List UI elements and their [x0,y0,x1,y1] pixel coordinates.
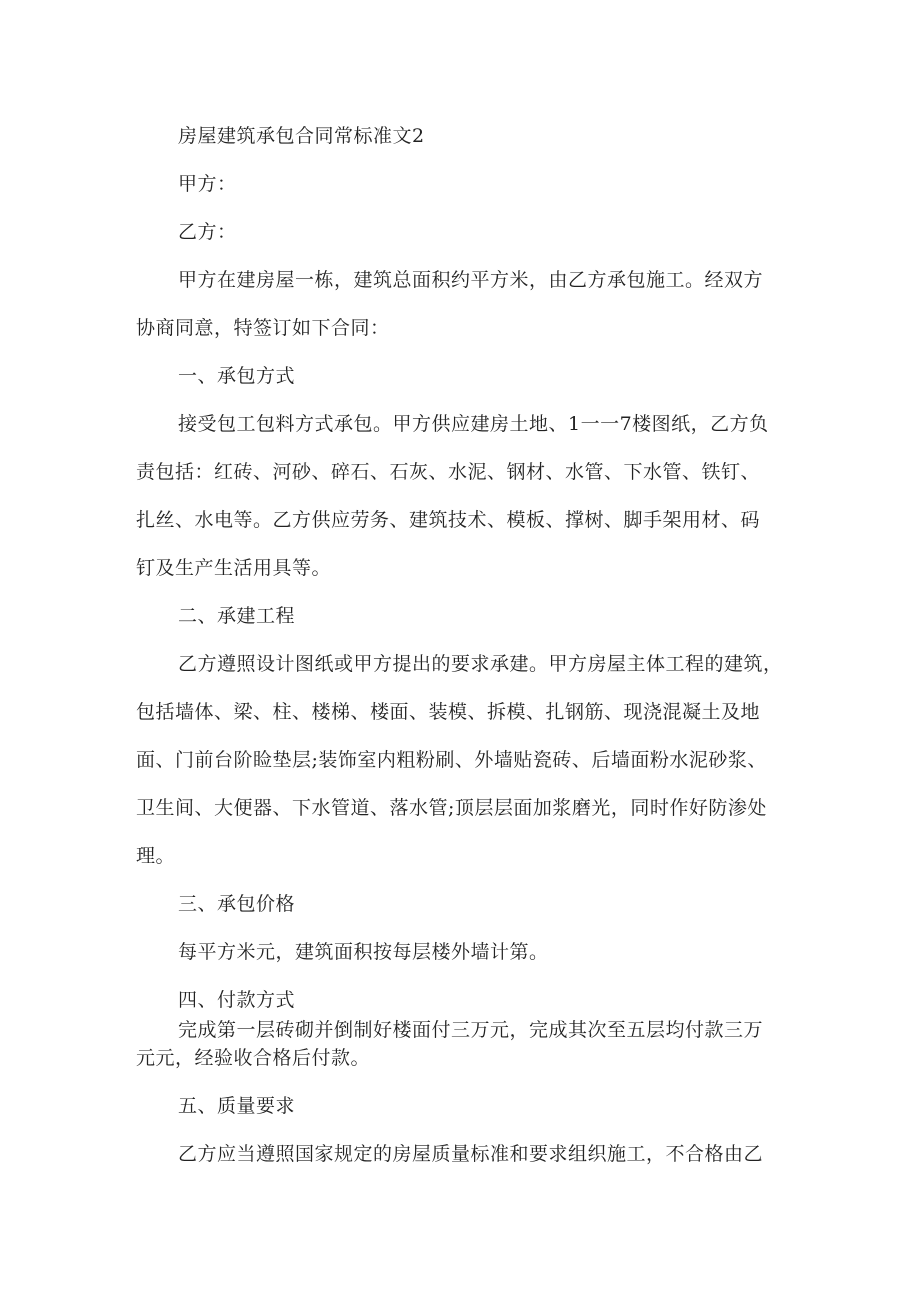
section-line: 扎丝、水电等。乙方供应劳务、建筑技术、模板、撑树、脚手架用材、码 [136,509,761,531]
section-line: 每平方米元，建筑面积按每层楼外墙计第。 [178,941,549,963]
intro-line: 协商同意，特签订如下合同： [136,317,390,339]
section-heading: 二、承建工程 [178,605,296,627]
section-line: 完成第一层砖砌并倒制好楼面付三万元，完成其次至五层均付款三万 [178,1019,764,1041]
section-line: 卫生间、大便器、下水管道、落水管;顶层层面加浆磨光，同时作好防渗处 [136,797,767,819]
section-heading: 五、质量要求 [178,1095,296,1117]
section-line: 包括墙体、梁、柱、楼梯、楼面、装模、拆模、扎钢筋、现浇混凝土及地 [136,701,761,723]
party-b-label: 乙方： [178,221,237,243]
section-line: 面、门前台阶睑垫层;装饰室内粗粉刷、外墙贴瓷砖、后墙面粉水泥砂浆、 [136,749,767,771]
section-line: 责包括：红砖、河砂、碎石、石灰、水泥、钢材、水管、下水管、铁钉、 [136,461,761,483]
section-line: 钉及生产生活用具等。 [136,557,332,579]
section-line: 乙方遵照设计图纸或甲方提出的要求承建。甲方房屋主体工程的建筑， [178,653,783,675]
intro-line: 甲方在建房屋一栋，建筑总面积约平方米，由乙方承包施工。经双方 [178,269,764,291]
document-title: 房屋建筑承包合同常标准文2 [178,125,425,147]
section-heading: 三、承包价格 [178,893,296,915]
party-a-label: 甲方： [178,173,237,195]
section-line: 理。 [136,845,176,867]
section-line: 元元，经验收合格后付款。 [136,1047,371,1069]
section-line: 接受包工包料方式承包。甲方供应建房土地、1一一7楼图纸，乙方负 [178,413,769,435]
section-heading: 一、承包方式 [178,365,296,387]
section-heading: 四、付款方式 [178,989,296,1011]
section-line: 乙方应当遵照国家规定的房屋质量标准和要求组织施工，不合格由乙 [178,1143,764,1165]
